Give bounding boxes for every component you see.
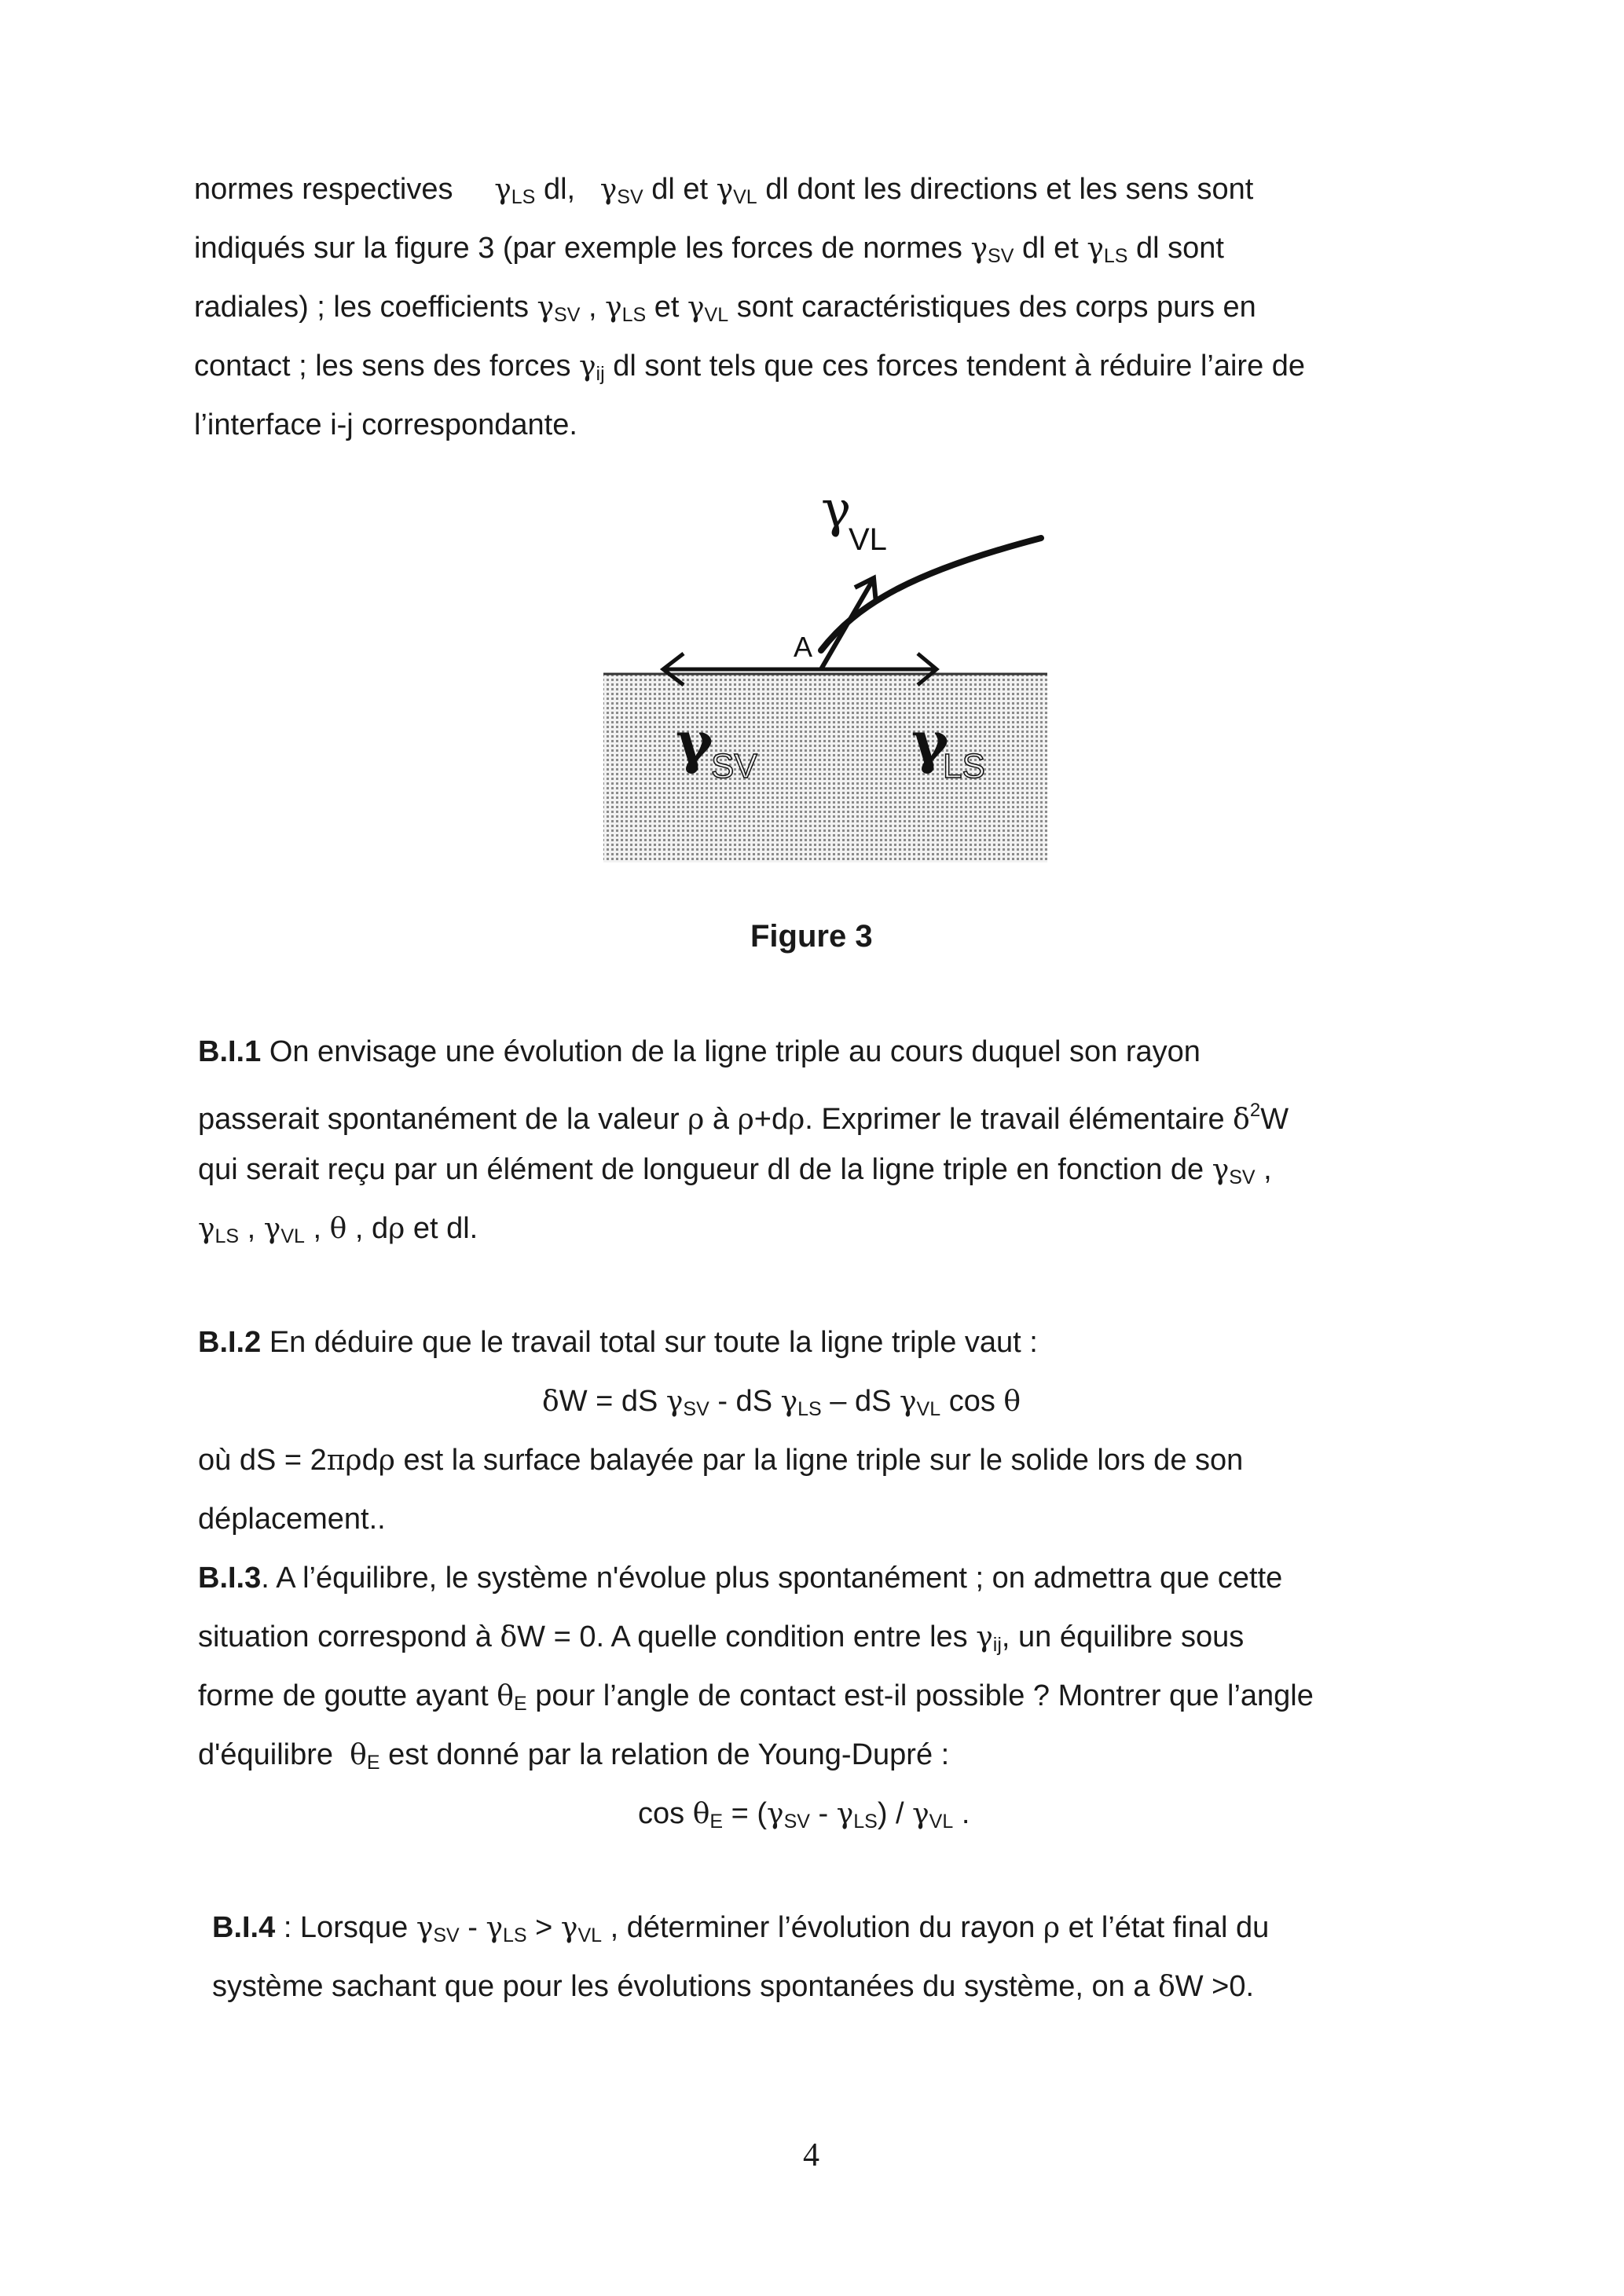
b13-line-2: situation correspond à δW = 0. A quelle condition entre les $\gamma_{ij}$, un équilibre sous — [198, 1620, 1245, 1656]
figure-caption: Figure 3 — [750, 919, 873, 954]
b13-line-4: d'équilibre $\theta_E$ est donné par la relation de Young-Dupré : — [198, 1738, 950, 1774]
intro-line-1: normes respectives $\gamma_{LS}$ dl, $\gamma_{SV}$ dl et $\gamma_{VL}$ dl dont les directions et les sens sont — [194, 173, 1254, 208]
figure-3-diagram — [597, 471, 1069, 880]
b12-equation: δW = dS $\gamma_{SV}$ - dS $\gamma_{LS}$ – dS $\gamma_{VL}$ cos θ — [542, 1385, 1021, 1420]
intro-line-5: l’interface i-j correspondante. — [194, 408, 577, 441]
b14-line-2: système sachant que pour les évolutions spontanées du système, on a δW >0. — [212, 1970, 1255, 2003]
gamma-sv-symbol: γ — [676, 709, 713, 775]
b12-line-3: où dS = 2πρdρ est la surface balayée par la ligne triple sur le solide lors de son — [198, 1444, 1244, 1477]
gamma-ls-symbol: γ — [911, 709, 949, 775]
intro-line-4: contact ; les sens des forces $\gamma_{ij}$ dl sont tels que ces forces tendent à réduire l’aire de — [194, 350, 1306, 385]
b14-line-1: B.I.4 : Lorsque $\gamma_{SV} - \gamma_{LS} > \gamma_{VL}$ , déterminer l’évolution du rayon ρ et l’état final du — [212, 1911, 1270, 1946]
b12-line-1: B.I.2 En déduire que le travail total sur toute la ligne triple vaut : — [198, 1326, 1038, 1359]
intro-line-2: indiqués sur la figure 3 (par exemple les forces de normes $\gamma_{SV}$ dl et $\gamma_{LS}$ dl sont — [194, 232, 1224, 267]
b11-line-3: qui serait reçu par un élément de longueur dl de la ligne triple en fonction de $\gamma_{SV}$ , — [198, 1153, 1272, 1188]
b11-line-4: $\gamma_{LS}$ , $\gamma_{VL}$ , θ , dρ et dl. — [198, 1212, 478, 1247]
b11-label: B.I.1 — [198, 1035, 262, 1068]
b13-young-dupre-equation: $\cos \theta_E = (\gamma_{SV} - \gamma_{LS}) / \gamma_{VL}$ . — [638, 1797, 970, 1833]
gamma-vl-symbol: γ — [821, 481, 852, 539]
b12-line-4: déplacement.. — [198, 1503, 386, 1536]
b13-line-3: forme de goutte ayant $\theta_E$ pour l’angle de contact est-il possible ? Montrer que l’angle — [198, 1679, 1314, 1715]
point-a-label: A — [794, 631, 813, 663]
b13-label: B.I.3 — [198, 1562, 262, 1595]
gamma-vl-arrow-shaft — [821, 581, 872, 669]
b11-line-1: B.I.1 On envisage une évolution de la ligne triple au cours duquel son rayon — [198, 1035, 1201, 1068]
gamma-ls-subscript: LS — [943, 747, 985, 785]
gamma-sv-subscript: SV — [711, 747, 757, 785]
b13-line-1: B.I.3. A l’équilibre, le système n'évolue plus spontanément ; on admettra que cette — [198, 1562, 1283, 1595]
b11-line-2: passerait spontanément de la valeur ρ à ρ+dρ. Exprimer le travail élémentaire $\delta^2W$ — [198, 1100, 1289, 1136]
gamma-vl-subscript: VL — [849, 522, 887, 557]
b14-label: B.I.4 — [212, 1911, 276, 1944]
b12-label: B.I.2 — [198, 1326, 262, 1359]
intro-line-3: radiales) ; les coefficients $\gamma_{SV}$ , $\gamma_{LS}$ et $\gamma_{VL}$ sont caractéristiques des corps purs en — [194, 291, 1256, 326]
page-number: 4 — [803, 2137, 819, 2173]
